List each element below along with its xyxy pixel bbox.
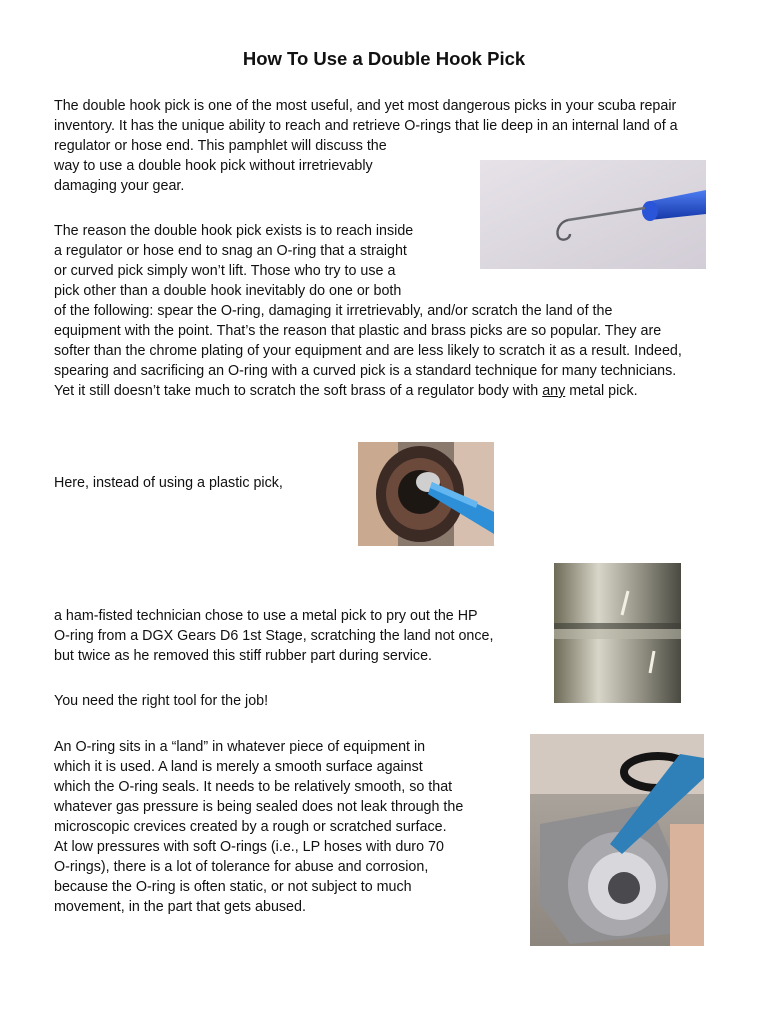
- paragraph-line: O-rings), there is a lot of tolerance for abuse and corrosion,: [54, 859, 429, 875]
- paragraph-line: but twice as he removed this stiff rubber part during service.: [54, 648, 432, 664]
- paragraph-line: or curved pick simply won’t lift. Those who try to use a: [54, 263, 396, 279]
- paragraph-line: softer than the chrome plating of your equipment and are less likely to scratch it as a result. Indeed,: [54, 343, 682, 359]
- paragraph-line: Here, instead of using a plastic pick,: [54, 475, 283, 491]
- paragraph-line: a ham-fisted technician chose to use a metal pick to pry out the HP: [54, 608, 478, 624]
- paragraph-line: way to use a double hook pick without irretrievably: [54, 158, 373, 174]
- paragraph-line: The reason the double hook pick exists is to reach inside: [54, 223, 414, 239]
- paragraph-line: You need the right tool for the job!: [54, 693, 269, 709]
- paragraph-line: At low pressures with soft O-rings (i.e., LP hoses with duro 70: [54, 839, 444, 855]
- paragraph-line: O-ring from a DGX Gears D6 1st Stage, scratching the land not once,: [54, 628, 494, 644]
- page-title: How To Use a Double Hook Pick: [242, 48, 526, 69]
- paragraph-line: The double hook pick is one of the most useful, and yet most dangerous picks in your scuba repair: [54, 98, 677, 114]
- photo-double-hook-pick: [480, 160, 706, 269]
- paragraph-line: inventory. It has the unique ability to reach and retrieve O-rings that lie deep in an internal land of a: [54, 118, 678, 134]
- paragraph-line: movement, in the part that gets abused.: [54, 899, 306, 915]
- paragraph-line: whatever gas pressure is being sealed does not leak through the: [54, 799, 464, 815]
- paragraph-line: which it is used. A land is merely a smooth surface against: [54, 759, 423, 775]
- paragraph-line: equipment with the point. That’s the reason that plastic and brass picks are so popular. They are: [54, 323, 662, 339]
- paragraph-line: which the O-ring seals. It needs to be relatively smooth, so that: [54, 779, 453, 795]
- paragraph-line: An O-ring sits in a “land” in whatever piece of equipment in: [54, 739, 426, 755]
- photo-scratched-land: [554, 563, 681, 703]
- paragraph-line: spearing and sacrificing an O-ring with a curved pick is a standard technique for many technicians.: [54, 363, 677, 379]
- paragraph-line: [54, 381, 638, 401]
- paragraph-line: because the O-ring is often static, or not subject to much: [54, 879, 412, 895]
- photo-plastic-pick: [358, 442, 494, 546]
- emphasis-any: any: [542, 383, 566, 399]
- line-text: metal pick.: [565, 383, 638, 399]
- line-text: Yet it still doesn’t take much to scratch the soft brass of a regulator body with: [54, 383, 543, 399]
- paragraph-line: damaging your gear.: [54, 178, 185, 194]
- paragraph-line: pick other than a double hook inevitably do one or both: [54, 283, 402, 299]
- paragraph-line: regulator or hose end. This pamphlet will discuss the: [54, 138, 387, 154]
- paragraph-line: a regulator or hose end to snag an O-ring that a straight: [54, 243, 407, 259]
- paragraph-line: of the following: spear the O-ring, damaging it irretrievably, and/or scratch the land of the: [54, 303, 613, 319]
- paragraph-line: microscopic crevices created by a rough or scratched surface.: [54, 819, 447, 835]
- photo-oring-removal: [530, 734, 704, 946]
